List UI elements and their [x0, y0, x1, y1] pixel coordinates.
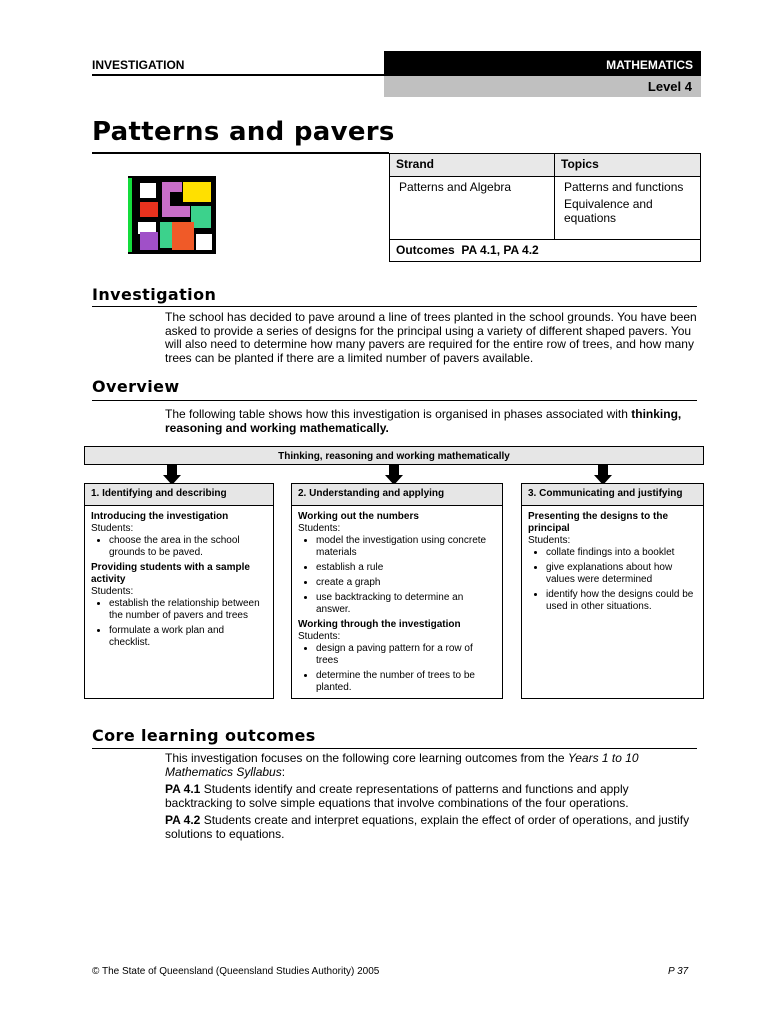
phase-box-1	[84, 483, 274, 699]
phase-intro: Students:	[91, 586, 134, 597]
outcome-item	[165, 783, 697, 810]
overview-text	[165, 408, 697, 435]
core-intro	[165, 752, 697, 779]
phase-title: 2. Understanding and applying	[292, 484, 502, 506]
core-outcomes	[165, 752, 697, 845]
list-item: • establish a rule	[316, 562, 496, 574]
header-rule	[92, 74, 384, 76]
title-rule	[92, 152, 389, 154]
thinking-bar: Thinking, reasoning and working mathematically	[84, 446, 704, 465]
phase-subheading: Providing students with a sample activity	[91, 562, 250, 585]
list-item: • establish the relationship between the number of pavers and trees	[109, 598, 267, 622]
list-item: • identify how the designs could be used in other situations.	[546, 589, 697, 613]
topic-item: Equivalence and equations	[564, 197, 653, 225]
phase-intro: Students:	[528, 535, 571, 546]
list-item: • determine the number of trees to be planted.	[316, 670, 496, 694]
page-number: P 37	[668, 966, 689, 977]
arrow-down-icon	[163, 465, 181, 485]
phase-title: 1. Identifying and describing	[85, 484, 273, 506]
outcome-text: Students create and interpret equations, explain the effect of order of operations, and justify solutions to equations.	[165, 813, 690, 841]
overview-text-bold: thinking, reasoning and working mathematically.	[165, 407, 682, 435]
phase-title: 3. Communicating and justifying	[522, 484, 703, 506]
core-intro-end: :	[281, 764, 286, 779]
list-item: • model the investigation using concrete materials	[316, 535, 496, 559]
outcome-text: Students identify and create representations of patterns and functions and apply backtracking to solve simple equations that involve combinations of the four operations.	[165, 782, 629, 810]
phase-intro: Students:	[91, 523, 134, 534]
investigation-text: The school has decided to pave around a line of trees planted in the school grounds. You have been asked to provide a series of designs for the principal using a variety of different shaped pavers. You will also need to determine how many pavers are required for the entire row of trees, and how many trees can be planted if there are a limited number of pavers available.	[165, 310, 697, 365]
core-heading: Core learning outcomes	[92, 726, 316, 745]
level-banner: Level 4	[384, 76, 701, 97]
syllabus-name: Years 1 to 10 Mathematics Syllabus	[165, 751, 639, 779]
core-intro-plain: This investigation focuses on the following core learning outcomes from the	[165, 751, 568, 765]
overview-text-plain: The following table shows how this investigation is organised in phases associated with	[165, 407, 632, 421]
list-item: • formulate a work plan and checklist.	[109, 625, 267, 649]
list-item: • collate findings into a booklet	[546, 547, 697, 559]
phase-subheading: Presenting the designs to the principal	[528, 511, 669, 534]
investigation-rule	[92, 306, 697, 307]
outcomes-value: PA 4.1, PA 4.2	[461, 243, 539, 257]
outcomes-label: Outcomes	[396, 243, 455, 257]
list-item: • choose the area in the school grounds to be paved.	[109, 535, 267, 559]
overview-heading: Overview	[92, 377, 180, 396]
phase-intro: Students:	[298, 523, 341, 534]
strand-table	[389, 153, 701, 262]
topic-item: Patterns and functions	[564, 180, 684, 194]
copyright-notice: © The State of Queensland (Queensland Studies Authority) 2005	[92, 966, 380, 977]
topics-header: Topics	[555, 154, 701, 177]
outcome-code: PA 4.1	[165, 782, 201, 796]
strand-header: Strand	[390, 154, 555, 177]
arrow-down-icon	[385, 465, 403, 485]
paver-pattern-logo	[128, 176, 216, 254]
header-label: INVESTIGATION	[92, 58, 185, 72]
investigation-heading: Investigation	[92, 285, 217, 304]
overview-rule	[92, 400, 697, 401]
arrow-down-icon	[594, 465, 612, 485]
subject-banner: MATHEMATICS	[384, 51, 701, 76]
strand-value: Patterns and Algebra	[399, 180, 512, 194]
list-item: • design a paving pattern for a row of trees	[316, 643, 496, 667]
list-item: • create a graph	[316, 577, 496, 589]
outcome-item	[165, 814, 697, 841]
page-title: Patterns and pavers	[92, 117, 395, 147]
phase-box-3	[521, 483, 704, 699]
phase-intro: Students:	[298, 631, 341, 642]
phase-subheading: Introducing the investigation	[91, 511, 229, 522]
outcome-code: PA 4.2	[165, 813, 201, 827]
list-item: • use backtracking to determine an answer.	[316, 592, 496, 616]
list-item: • give explanations about how values were determined	[546, 562, 697, 586]
phase-subheading: Working out the numbers	[298, 511, 419, 522]
phase-subheading: Working through the investigation	[298, 619, 461, 630]
phase-box-2	[291, 483, 503, 699]
core-rule	[92, 748, 697, 749]
